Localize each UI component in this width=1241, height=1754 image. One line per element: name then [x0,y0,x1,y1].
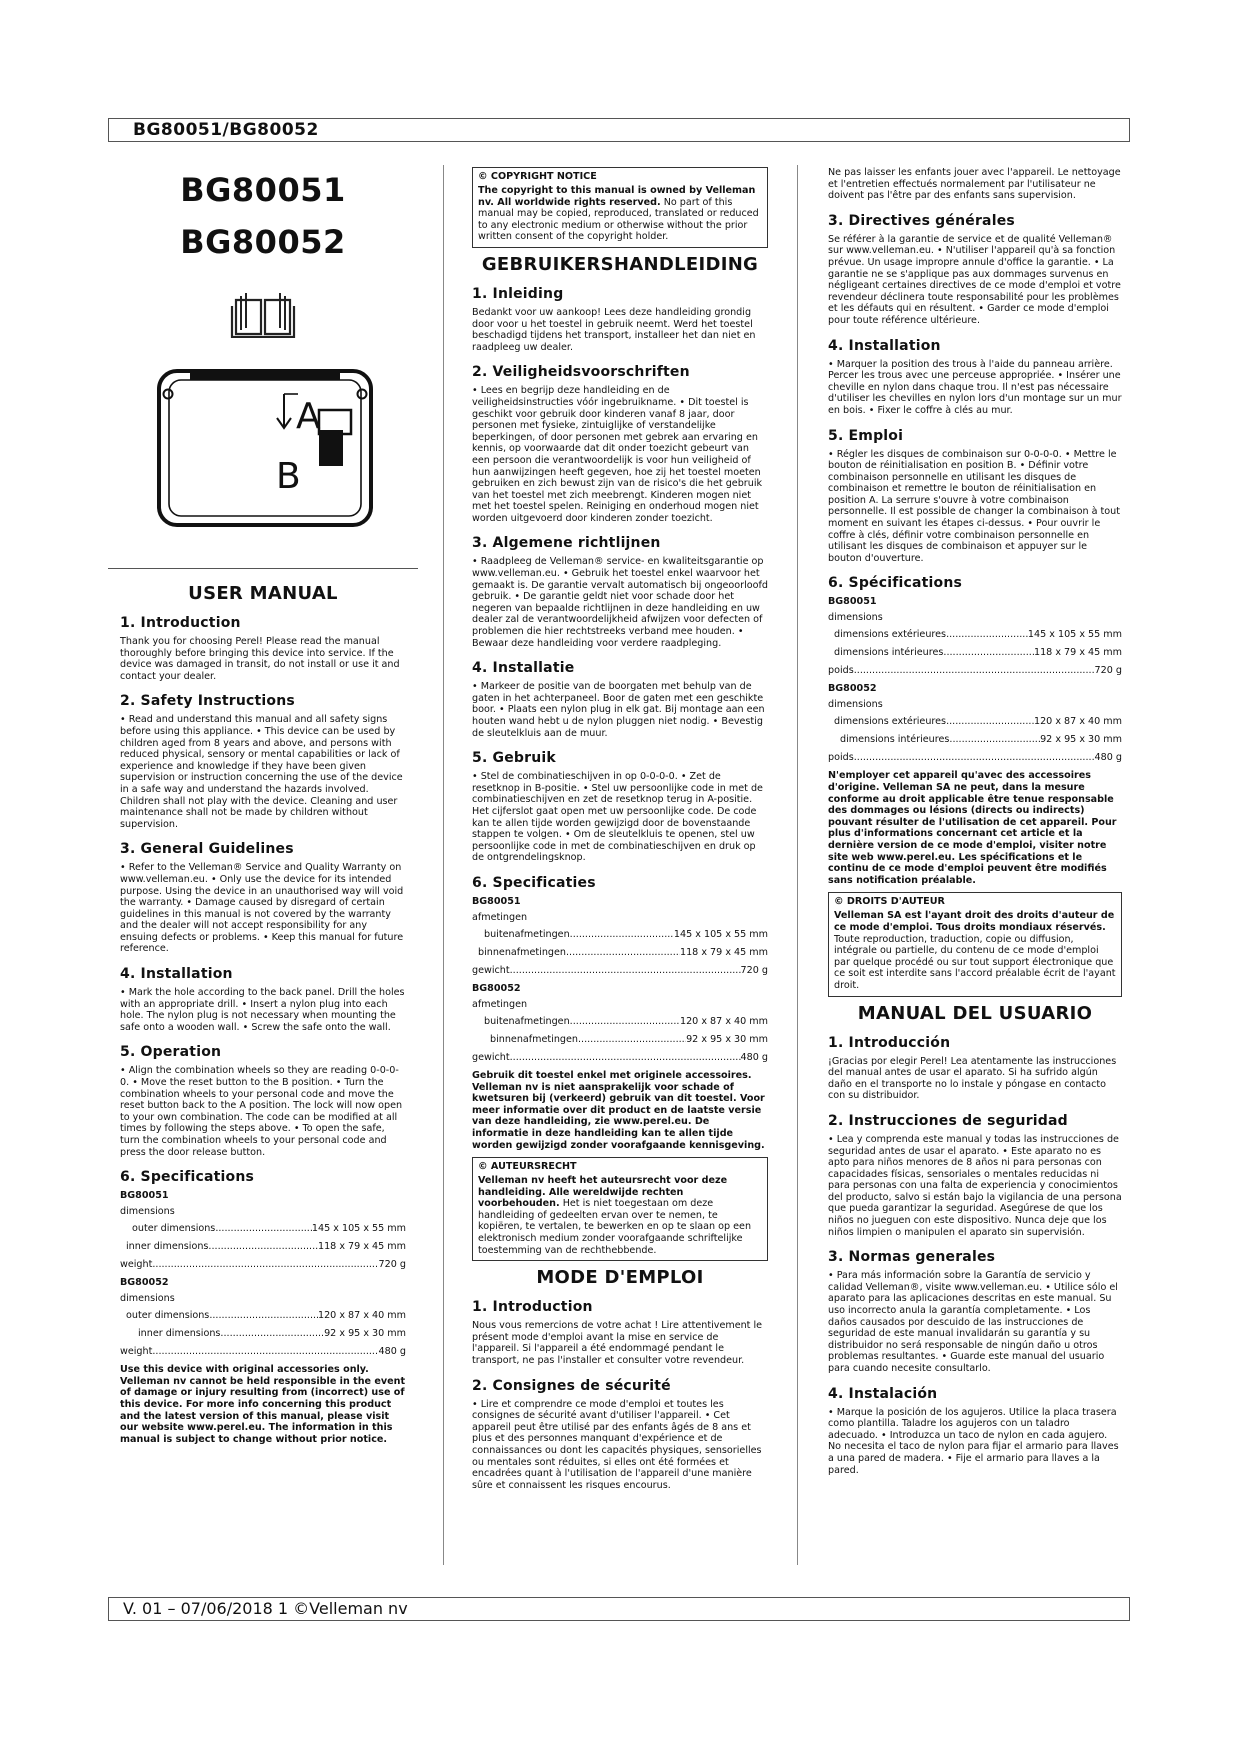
nl-spec-row: buitenafmetingen ..... 120 x 87 x 40 mm [472,1016,768,1028]
nl-installation-text: • Markeer de positie van de boorgaten met behulp van de gaten in het achterpaneel. Boor de gaten met een geschikte boor. • Plaats een nylon plug in elk gat. Bij montage aan een houten wand hebt u de nylon pluggen niet nodig. • Bevestig de sleutelkluis aan de muur. [472,681,765,739]
en-manual-title: USER MANUAL [188,583,338,604]
nl-spec-row: binnenafmetingen ..... 92 x 95 x 30 mm [472,1034,768,1046]
nl-spec-row: gewicht ..... 480 g [472,1052,768,1064]
nl-usage-text: • Stel de combinatieschijven in op 0-0-0-0. • Zet de resetknop in B-positie. • Stel uw persoonlijke code in met de combinatieschijven en zet de resetknop terug in A-positie. Het cijferslot gaat open met uw persoonlijke code. De code kan te allen tijde worden gewijzigd door de bovenstaande stappen te volgen. • Om de sleutelkluis te openen, stel uw persoonlijke code in met de combinatieschijven en druk op de ontgrendelingsknop. [472,771,763,864]
nl-installation-heading: 4. Installatie [472,660,575,677]
es-intro-heading: 1. Introducción [828,1034,951,1051]
en-specs-heading: 6. Specifications [120,1169,255,1186]
auteursrecht-title: © AUTEURSRECHT [478,1161,577,1173]
en-safety-heading: 2. Safety Instructions [120,693,295,710]
figure-label-a: A [296,396,321,437]
nl-safety-text: • Lees en begrijp deze handleiding en de veiligheidsinstructies vóór ingebruikname. • Dit toestel is geschikt voor gebruik door kinderen vanaf 8 jaar, door personen met fysieke, zintuiglijke of verstandelijke beperkingen, of door personen met gebrek aan ervaring en kennis, op voorwaarde dat dit onder toezicht gebeurt van een persoon die verantwoordelijk is voor hun veiligheid of hun aanwijzingen heeft gegeven, hoe zij het toestel moeten gebruiken en zich bewust zijn van de risico's die het gebruik van het toestel met zich meebrengt. Kinderen mogen niet met het toestel spelen. Reiniging en onderhoud mogen niet worden uitgevoerd door kinderen zonder toezicht. [472,385,763,524]
nl-spec-row: gewicht ..... 720 g [472,965,768,977]
en-operation-heading: 5. Operation [120,1044,222,1061]
nl-intro-heading: 1. Inleiding [472,285,564,302]
fr-guidelines-text: Se référer à la garantie de service et de qualité Velleman® sur www.velleman.eu. • N'utiliser l'appareil qu'à sa fonction prévue. Un usage impropre annule d'office la garantie. • La garantie ne se s'applique pas aux dommages survenus en négligeant certaines directives de ce mode d'emploi et votre revendeur déclinera toute responsabilité pour les problèmes et les défauts qui en résultent. • Garder ce mode d'emploi pour toute référence ultérieure. [828,233,1121,326]
nl-model-1: BG80051 [472,895,521,907]
en-installation-text: • Mark the hole according to the back panel. Drill the holes with an appropriate drill. • Insert a nylon plug into each hole. The nylon plug is not necessary when mounting the safe onto a wooden wall. • Screw the safe onto the wall. [120,987,405,1033]
es-installation-heading: 4. Instalación [828,1385,938,1402]
nl-intro-text: Bedankt voor uw aankoop! Lees deze handleiding grondig door voor u het toestel in gebruik neemt. Werd het toestel beschadigd tijdens het transport, installeer het dan niet en raadpleeg uw dealer. [472,306,756,353]
es-intro-text: ¡Gracias por elegir Perel! Lea atentamente las instrucciones del manual antes de usar el aparato. Si ha sufrido algún daño en el transporte no lo instale y póngase en contacto con su distribuidor. [828,1055,1117,1102]
en-operation-text: • Align the combination wheels so they are reading 0-0-0-0. • Move the reset button to the B position. • Turn the combination wheels to your personal code and move the reset button back to the A position. The lock will now open to your own combination. The code can be modified at all times by following the steps above. • To open the safe, turn the combination wheels to your personal code and press the door release button. [120,1065,403,1158]
en-spec-row: inner dimensions ..... 92 x 95 x 30 mm [120,1328,406,1340]
fr-spec-row: dimensions intérieures ..... 92 x 95 x 30 mm [828,734,1122,746]
fr-dims-label-1: dimensions [828,612,883,624]
es-guidelines-heading: 3. Normas generales [828,1249,996,1266]
nl-safety-heading: 2. Veiligheidsvoorschriften [472,364,690,381]
fr-manual-title: MODE D'EMPLOI [536,1267,704,1289]
fr-specs-heading: 6. Spécifications [828,575,963,592]
fr-safety-text-continued: Ne pas laisser les enfants jouer avec l'appareil. Le nettoyage et l'entretien effectués normalement par l'utilisateur ne doivent pas l'être par des enfants sans supervision. [828,167,1121,202]
fr-usage-text: • Régler les disques de combinaison sur 0-0-0-0. • Mettre le bouton de réinitialisation en position B. • Définir votre combinaison personnelle en utilisant les disques de combinaison et remettre le bouton de réinitialisation en position A. La serrure s'ouvre à votre combinaison personnelle. Il est possible de changer la combinaison à tout moment en suivant les étapes ci-dessus. • Pour ouvrir le coffre à clés, définir votre combinaison personnelle en utilisant les disques de combinaison et appuyer sur le bouton d'ouverture. [828,448,1120,564]
fr-closing-notice: N'employer cet appareil qu'avec des accessoires d'origine. Velleman SA ne peut, dans la mesure conforme au droit applicable être tenue responsable des dommages ou lésions (directs ou indirects) pouvant résulter de l'utilisation de cet appareil. Pour plus d'informations concernant cet article et la dernière version de ce mode d'emploi, visiter notre site web www.perel.eu. Les spécifications et le continu de ce mode d'emploi peuvent être modifiés sans notification préalable. [828,770,1117,886]
product-title-2: BG80052 [180,223,346,261]
column-2 [472,167,768,1493]
en-dims-label-1: dimensions [120,1206,175,1218]
document-header: BG80051/BG80052 [108,118,1130,142]
fr-spec-row: dimensions extérieures ..... 145 x 105 x 55 mm [828,629,1122,641]
nl-usage-heading: 5. Gebruik [472,750,556,767]
fr-guidelines-heading: 3. Directives générales [828,212,1015,229]
nl-spec-row: buitenafmetingen ..... 145 x 105 x 55 mm [472,929,768,941]
fr-model-2: BG80052 [828,683,877,695]
en-spec-row: outer dimensions ..... 145 x 105 x 55 mm [120,1223,406,1235]
en-spec-row: weight ..... 480 g [120,1346,406,1358]
auteursrecht-bold: Velleman nv heeft het auteursrecht voor deze handleiding. Alle wereldwijde rechten voorbehouden. [478,1175,728,1210]
nl-manual-title: GEBRUIKERSHANDLEIDING [481,253,759,275]
copyright-notice-title: © COPYRIGHT NOTICE [478,171,597,182]
fr-spec-row: poids ..... 480 g [828,752,1122,764]
en-intro-text: Thank you for choosing Perel! Please read the manual thoroughly before bringing this device into service. If the device was damaged in transit, do not install or use it and contact your dealer. [120,636,400,682]
nl-spec-row: binnenafmetingen ..... 118 x 79 x 45 mm [472,947,768,959]
fr-model-1: BG80051 [828,596,877,608]
en-spec-row: outer dimensions ..... 120 x 87 x 40 mm [120,1310,406,1322]
fr-intro-text: Nous vous remercions de votre achat ! Lire attentivement le présent mode d'emploi avant la mise en service de l'appareil. Si l'appareil a été endommagé pendant le transport, ne pas l'installer et consulter votre revendeur. [472,1320,763,1367]
en-guidelines-text: • Refer to the Velleman® Service and Quality Warranty on www.velleman.eu. • Only use the device for its intended purpose. Using the device in an unauthorised way will void the warranty. • Damage caused by disregard of certain guidelines in this manual is not covered by the warranty and the dealer will not accept responsibility for any ensuing defects or problems. • Keep this manual for future reference. [120,862,404,955]
column-1 [120,160,406,1447]
en-closing-notice: Use this device with original accessories only. Velleman nv cannot be held responsible in the event of damage or injury resulting from (incorrect) use of this device. For more info concerning this product and the latest version of this manual, please visit our website www.perel.eu. The information in this manual is subject to change without prior notice. [120,1364,406,1445]
en-model-1: BG80051 [120,1190,169,1202]
copyright-notice-box [472,167,768,248]
es-installation-text: • Marque la posición de los agujeros. Utilice la placa trasera como plantilla. Taladre los agujeros con un taladro adecuado. • Introduzca un taco de nylon en cada agujero. No necesita el taco de nylon para fijar el armario para llaves a una pared de madera. • Fije el armario para llaves a la pared. [828,1406,1119,1476]
manual-book-icon [230,290,296,338]
nl-guidelines-text: • Raadpleeg de Velleman® service- en kwaliteitsgarantie op www.velleman.eu. • Gebruik het toestel enkel waarvoor het gemaakt is. De garantie vervalt automatisch bij ongeoorloofd gebruik. • De garantie geldt niet voor schade door het negeren van bepaalde richtlijnen in deze handleiding en uw dealer zal de verantwoordelijkheid afwijzen voor defecten of problemen die hier rechtstreeks verband mee houden. • Bewaar deze handleiding voor verdere raadpleging. [472,556,768,649]
fr-spec-row: dimensions intérieures ..... 118 x 79 x 45 mm [828,647,1122,659]
fr-spec-row: poids ..... 720 g [828,665,1122,677]
auteursrecht-box [472,1157,768,1261]
fr-installation-heading: 4. Installation [828,337,941,354]
column-divider-right [797,165,798,1565]
document-footer: V. 01 – 07/06/2018 1 ©Velleman nv [108,1597,1130,1621]
en-intro-heading: 1. Introduction [120,615,241,631]
en-spec-row: weight ..... 720 g [120,1259,406,1271]
nl-dims-label-2: afmetingen [472,998,528,1010]
nl-guidelines-heading: 3. Algemene richtlijnen [472,535,661,552]
en-model-2: BG80052 [120,1277,169,1289]
product-title-1: BG80051 [180,171,346,209]
en-spec-row: inner dimensions ..... 118 x 79 x 45 mm [120,1241,406,1253]
nl-closing-notice: Gebruik dit toestel enkel met originele accessoires. Velleman nv is niet aansprakelijk voor schade of kwetsuren bij (verkeerd) gebruik van dit toestel. Voor meer informatie over dit product en de laatste versie van deze handleiding, zie www.perel.eu. De informatie in deze handleiding kan te allen tijde worden gewijzigd zonder voorafgaande kennisgeving. [472,1069,765,1151]
fr-dims-label-2: dimensions [828,699,883,711]
nl-dims-label-1: afmetingen [472,911,528,923]
es-safety-heading: 2. Instrucciones de seguridad [828,1112,1068,1129]
droits-auteur-title: © DROITS D'AUTEUR [834,896,945,908]
copyright-notice-bold: The copyright to this manual is owned by Velleman nv. All worldwide rights reserved. [478,185,756,208]
en-installation-heading: 4. Installation [120,966,233,983]
nl-specs-heading: 6. Specificaties [472,874,596,891]
fr-safety-text: • Lire et comprendre ce mode d'emploi et toutes les consignes de sécurité avant d'utiliser l'appareil. • Cet appareil peut être utilisé par des enfants âgés de 8 ans et plus et des personnes manquant d'expérience et de connaissances ou dont les capacités physiques, sensorielles ou mentales sont réduites, si elles ont été formées et encadrées quant à l'utilisation de l'appareil d'une manière sûre et connaissent les risques encourus. [472,1398,762,1491]
fr-installation-text: • Marquer la position des trous à l'aide du panneau arrière. Percer les trous avec une perceuse appropriée. • Insérer une cheville en nylon dans chaque trou. Il n'est pas nécessaire d'utiliser les chevilles en nylon lors d'un montage sur un mur en bois. • Fixer le coffre à clés au mur. [828,358,1122,416]
en-safety-text: • Read and understand this manual and all safety signs before using this appliance. • This device can be used by children aged from 8 years and above, and persons with reduced physical, sensory or mental capabilities or lack of experience and knowledge if they have been given supervision or instruction concerning the use of the device in a safe way and understand the hazards involved. Children shall not play with the device. Cleaning and user maintenance shall not be made by children without supervision. [120,714,403,830]
nl-model-2: BG80052 [472,982,521,994]
cover-separator [108,568,418,569]
es-manual-title: MANUAL DEL USUARIO [857,1002,1093,1024]
fr-spec-row: dimensions extérieures ..... 120 x 87 x 40 mm [828,716,1122,728]
droits-auteur-box [828,892,1122,996]
es-safety-text: • Lea y comprenda este manual y todas las instrucciones de seguridad antes de usar el aparato. • Este aparato no es apto para niños menores de 8 años ni para personas con capacidades físicas, sensoriales o mentales reducidas ni para personas con una falta de experiencia y conocimientos del producto, salvo si están bajo la vigilancia de una persona que pueda garantizar la seguridad. Asegúrese de que los niños no jueguen con este dispositivo. Nunca deje que los niños limpien o manipulen el aparato sin supervisión. [828,1133,1122,1238]
column-divider-left [443,165,444,1565]
fr-usage-heading: 5. Emploi [828,427,904,444]
column-3 [828,167,1122,1478]
figure-label-b: B [276,456,301,497]
en-guidelines-heading: 3. General Guidelines [120,841,294,858]
copyright-notice-text: No part of this manual may be copied, reproduced, translated or reduced to any electronic medium or otherwise without the prior written consent of the copyright holder. [478,196,759,243]
auteursrecht-text: Het is niet toegestaan om deze handleiding of gedeelten ervan over te nemen, te kopiëren, te vertalen, te bewerken en op te slaan op een elektronisch medium zonder voorafgaande schriftelijke toestemming van de rechthebbende. [478,1198,752,1256]
droits-auteur-text: Toute reproduction, traduction, copie ou diffusion, intégrale ou partielle, du contenu de ce mode d'emploi par quelque procédé ou sur tout support électronique que ce soit est interdite sans l'accord préalable écrit de l'ayant droit. [834,933,1116,991]
droits-auteur-bold: Velleman SA est l'ayant droit des droits d'auteur de ce mode d'emploi. Tous droits mondiaux réservés. [834,910,1115,933]
fr-safety-heading: 2. Consignes de sécurité [472,1377,671,1394]
safe-diagram [156,368,374,528]
es-guidelines-text: • Para más información sobre la Garantía de servicio y calidad Velleman®, visite www.velleman.eu. • Utilice sólo el aparato para las aplicaciones descritas en este manual. Su uso incorrecto anula la garantía completamente. • Los daños causados por descuido de las instrucciones de seguridad de este manual invalidarán su garantía y su distribuidor no será responsable de ningún daño u otros problemas resultantes. • Guarde este manual del usuario para cuando necesite consultarlo. [828,1270,1118,1374]
fr-intro-heading: 1. Introduction [472,1299,593,1316]
en-dims-label-2: dimensions [120,1293,175,1305]
